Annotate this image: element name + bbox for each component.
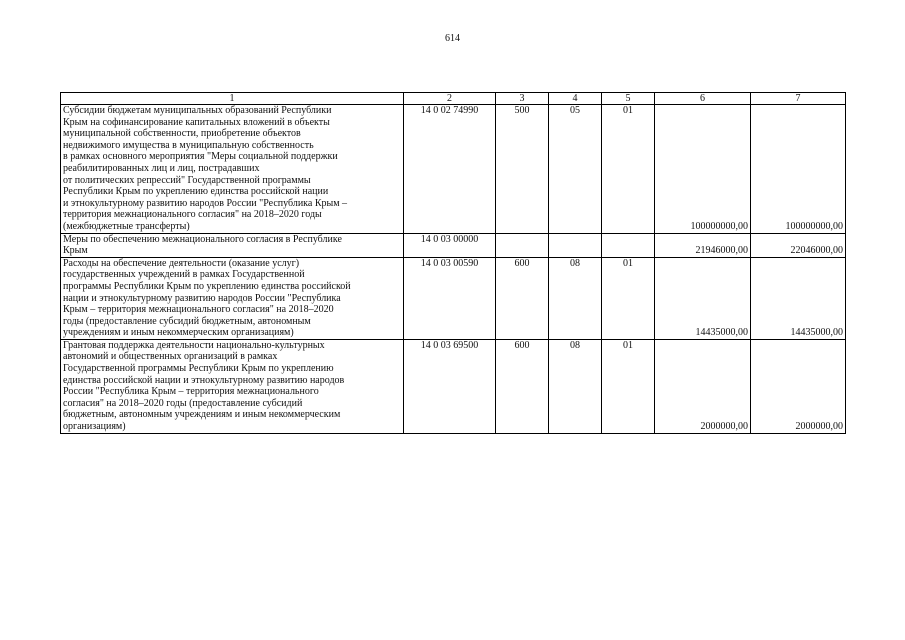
table-row [61,233,846,257]
description-line: автономий и общественных организаций в рамках [63,351,278,363]
row-code: 14 0 03 69500 [404,339,496,433]
header-col-7: 7 [751,93,846,105]
budget-table [60,92,846,434]
description-line: Расходы на обеспечение деятельности (оказание услуг) [63,257,300,269]
description-line: от политических репрессий" Государственной программы [63,174,311,186]
row-amount-col7: 22046000,00 [751,233,846,257]
description-line: учреждениям и иным некоммерческим организациям) [63,327,294,339]
description-line: Субсидии бюджетам муниципальных образований Республики [63,105,332,116]
description-line: недвижимого имущества в муниципальную собственность [63,139,314,151]
row-description [61,339,404,433]
row-expense-type: 600 [496,257,549,339]
row-code: 14 0 03 00000 [404,233,496,257]
description-line: Грантовая поддержка деятельности национально-культурных [63,339,325,351]
description-line: нации и этнокультурному развитию народов России "Республика [63,292,341,304]
description-line: в рамках основного мероприятия "Меры социальной поддержки [63,151,338,163]
row-amount-col6: 100000000,00 [655,105,751,234]
header-col-1: 1 [61,93,404,105]
description-line: (межбюджетные трансферты) [63,220,190,232]
row-subsection: 01 [602,257,655,339]
description-line: России "Республика Крым – территория межнационального [63,386,319,398]
description-line: Меры по обеспечению межнационального согласия в Республике [63,233,342,245]
table-row [61,257,846,339]
header-col-2: 2 [404,93,496,105]
description-line: единства российской нации и этнокультурному развитию народов [63,374,345,386]
row-subsection: 01 [602,339,655,433]
description-line: организациям) [63,421,126,433]
table-row [61,105,846,234]
row-section: 08 [549,257,602,339]
row-description [61,233,404,257]
description-line: реабилитированных лиц и лиц, пострадавших [63,162,260,174]
description-line: Крым [63,245,88,257]
description-line: и этнокультурному развитию народов России "Республика Крым – [63,197,348,209]
row-expense-type: 500 [496,105,549,234]
row-code: 14 0 03 00590 [404,257,496,339]
row-expense-type: 600 [496,339,549,433]
description-line: Крым – территория межнационального согласия" на 2018–2020 [63,304,334,316]
row-amount-col7: 100000000,00 [751,105,846,234]
description-line: годы (предоставление субсидий бюджетным, автономным [63,315,311,327]
description-line: территория межнационального согласия" на 2018–2020 годы [63,209,322,221]
row-description [61,105,404,234]
header-col-4: 4 [549,93,602,105]
row-description [61,257,404,339]
row-section [549,233,602,257]
header-col-5: 5 [602,93,655,105]
description-line: Государственной программы Республики Крым по укреплению [63,363,334,375]
row-amount-col7: 2000000,00 [751,339,846,433]
description-line: муниципальной собственности, приобретение объектов [63,128,301,140]
description-line: бюджетным, автономным учреждениям и иным некоммерческим [63,409,341,421]
description-line: государственных учреждений в рамках Государственной [63,269,305,281]
description-line: Крым на софинансирование капитальных вложений в объекты [63,116,330,128]
header-row [61,93,846,105]
description-line: Республики Крым по укреплению единства российской нации [63,186,329,198]
header-col-6: 6 [655,93,751,105]
description-line: программы Республики Крым по укреплению единства российской [63,280,351,292]
row-amount-col6: 2000000,00 [655,339,751,433]
row-code: 14 0 02 74990 [404,105,496,234]
row-amount-col6: 21946000,00 [655,233,751,257]
table-row [61,339,846,433]
row-expense-type [496,233,549,257]
description-line: согласия" на 2018–2020 годы (предоставление субсидий [63,397,303,409]
header-col-3: 3 [496,93,549,105]
row-amount-col6: 14435000,00 [655,257,751,339]
row-subsection [602,233,655,257]
row-section: 05 [549,105,602,234]
page-number: 614 [445,33,460,44]
row-section: 08 [549,339,602,433]
row-subsection: 01 [602,105,655,234]
row-amount-col7: 14435000,00 [751,257,846,339]
